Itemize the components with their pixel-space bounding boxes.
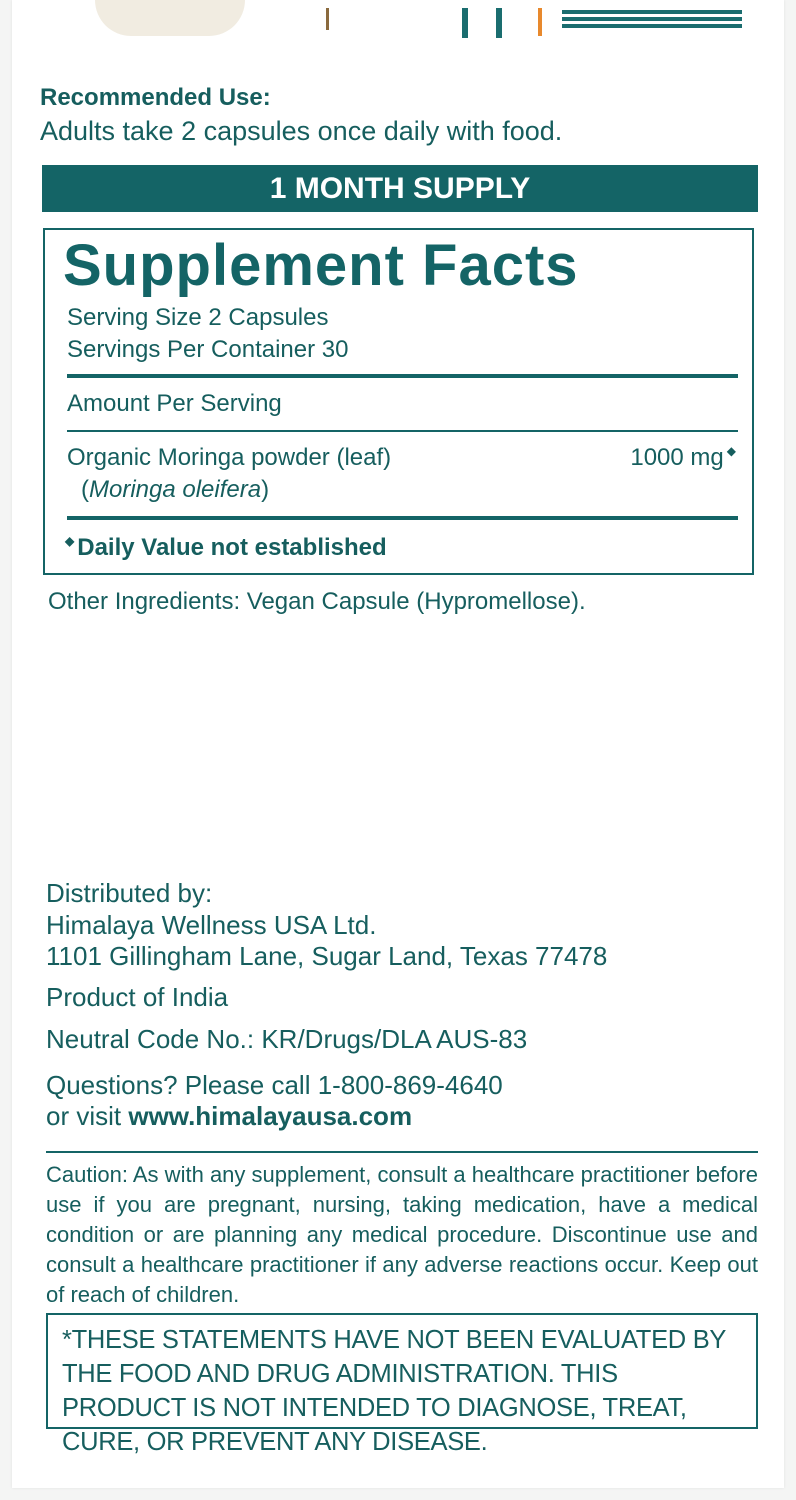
neutral-code: Neutral Code No.: KR/Drugs/DLA AUS-83: [46, 1024, 528, 1054]
thick-divider: [67, 374, 738, 378]
website-line: [46, 1101, 412, 1132]
servings-per-container: Servings Per Container 30: [67, 336, 349, 363]
recommended-use-text: Adults take 2 capsules once daily with food.: [40, 116, 563, 146]
ingredient-latin-name: Moringa oleifera: [89, 476, 262, 503]
caution-text: Caution: As with any supplement, consult a healthcare practitioner before use if you are pregnant, nursing, taking medication, have a medical condition or are planning any medical procedure. Discontinue use and consult a healthcare practitioner if any adverse reactions occur. Keep out of reach of children.: [46, 1162, 758, 1307]
top-graphic: [0, 0, 796, 50]
caution-divider: [46, 1151, 758, 1153]
daily-value-note-row: [65, 534, 387, 562]
thin-divider: [67, 430, 738, 432]
thick-divider-bottom: [67, 516, 738, 520]
leaf-stem-graphic: [326, 8, 329, 30]
supply-banner: 1 MONTH SUPPLY: [42, 165, 758, 212]
logo-arc-graphic: [95, 0, 245, 36]
distributed-by-label: Distributed by:: [46, 878, 213, 908]
serving-size: Serving Size 2 Capsules: [67, 304, 329, 331]
ingredient-amount: 1000 mg: [630, 444, 724, 471]
daily-value-note: Daily Value not established: [77, 534, 387, 561]
fda-disclaimer: *THESE STATEMENTS HAVE NOT BEEN EVALUATED BY THE FOOD AND DRUG ADMINISTRATION. THIS PRODUCT IS NOT INTENDED TO DIAGNOSE, TREAT, CURE, OR PREVENT ANY DISEASE.: [46, 1313, 758, 1429]
orange-bar-graphic: [538, 8, 542, 36]
other-ingredients: Other Ingredients: Vegan Capsule (Hypromellose).: [48, 588, 586, 615]
distributor-company: Himalaya Wellness USA Ltd.: [46, 910, 377, 940]
product-origin: Product of India: [46, 982, 229, 1012]
diamond-symbol: ◆: [726, 444, 736, 458]
teal-mark-graphic: [462, 8, 502, 38]
supplement-facts-title: Supplement Facts: [63, 233, 579, 298]
amount-per-serving-header: Amount Per Serving: [67, 390, 282, 417]
diamond-symbol: ◆: [65, 534, 75, 548]
website-link[interactable]: www.himalayausa.com: [128, 1101, 413, 1131]
distributor-address: 1101 Gillingham Lane, Sugar Land, Texas 77478: [46, 941, 608, 971]
supplement-facts-panel: [43, 228, 754, 575]
teal-stripes-graphic: [562, 10, 742, 36]
visit-prefix: or visit: [46, 1101, 122, 1131]
recommended-use-title: Recommended Use:: [40, 84, 271, 111]
ingredient-latin-row: (Moringa oleifera): [81, 476, 270, 503]
ingredient-name: Organic Moringa powder (leaf): [67, 444, 392, 471]
questions-phone: Questions? Please call 1-800-869-4640: [46, 1070, 503, 1100]
ingredient-amount-cell: [630, 444, 736, 472]
